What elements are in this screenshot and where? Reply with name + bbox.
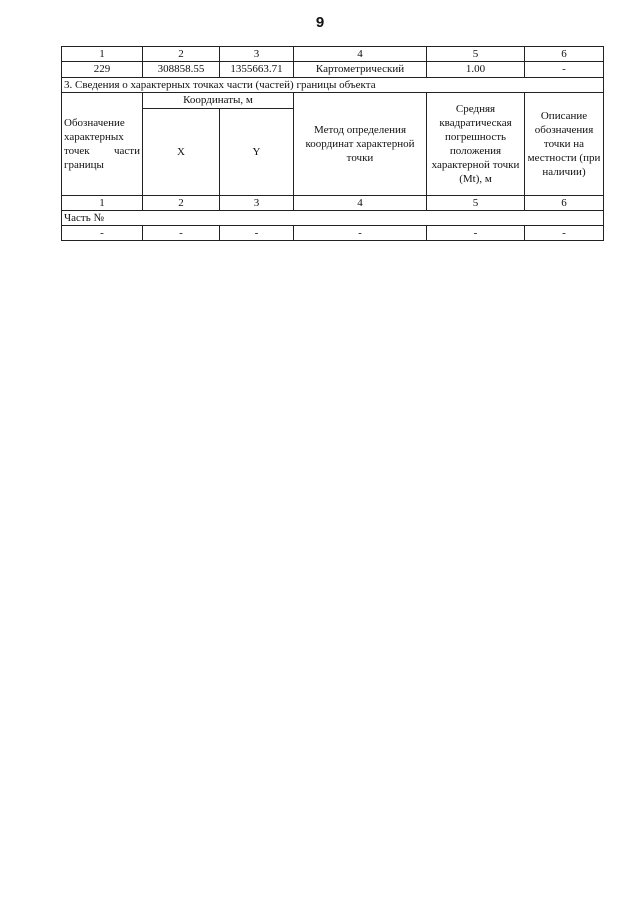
header-method: Метод определения координат характерной точки: [294, 93, 427, 196]
header-x: X: [143, 109, 220, 196]
table-cell: 4: [294, 47, 427, 62]
table-cell: -: [525, 226, 604, 241]
y-coordinate-cell: 1355663.71: [220, 62, 294, 78]
table-cell: 1: [62, 196, 143, 211]
table-cell: -: [220, 226, 294, 241]
table-cell: 3: [220, 196, 294, 211]
table-cell: -: [143, 226, 220, 241]
description-cell: -: [525, 62, 604, 78]
header-coordinates: Координаты, м: [143, 93, 294, 109]
page-number: 9: [315, 14, 325, 31]
table-row: [62, 226, 604, 241]
table-cell: 3: [220, 47, 294, 62]
table-row: [62, 62, 604, 78]
section-title: 3. Сведения о характерных точках части (частей) границы объекта: [62, 78, 604, 93]
section-title-row: [62, 78, 604, 93]
header-row-top: [62, 93, 604, 109]
error-cell: 1.00: [427, 62, 525, 78]
table-cell: -: [294, 226, 427, 241]
top-number-row: [62, 47, 604, 62]
coordinates-table: [61, 46, 604, 241]
part-label-row: [62, 211, 604, 226]
table-cell: -: [427, 226, 525, 241]
table-cell: 6: [525, 47, 604, 62]
table-cell: 2: [143, 47, 220, 62]
table-cell: 5: [427, 47, 525, 62]
header-description: Описание обозначения точки на местности (при наличии): [525, 93, 604, 196]
table-cell: 4: [294, 196, 427, 211]
table-cell: 6: [525, 196, 604, 211]
table-cell: 1: [62, 47, 143, 62]
table-cell: 2: [143, 196, 220, 211]
point-id-cell: 229: [62, 62, 143, 78]
header-error: Средняя квадратическая погрешность положения характерной точки (Mt), м: [427, 93, 525, 196]
table-cell: -: [62, 226, 143, 241]
x-coordinate-cell: 308858.55: [143, 62, 220, 78]
part-label: Часть №: [62, 211, 604, 226]
column-number-row: [62, 196, 604, 211]
method-cell: Картометрический: [294, 62, 427, 78]
header-y: Y: [220, 109, 294, 196]
table-cell: 5: [427, 196, 525, 211]
header-designation: Обозначение характерных точек части границы: [62, 93, 143, 196]
